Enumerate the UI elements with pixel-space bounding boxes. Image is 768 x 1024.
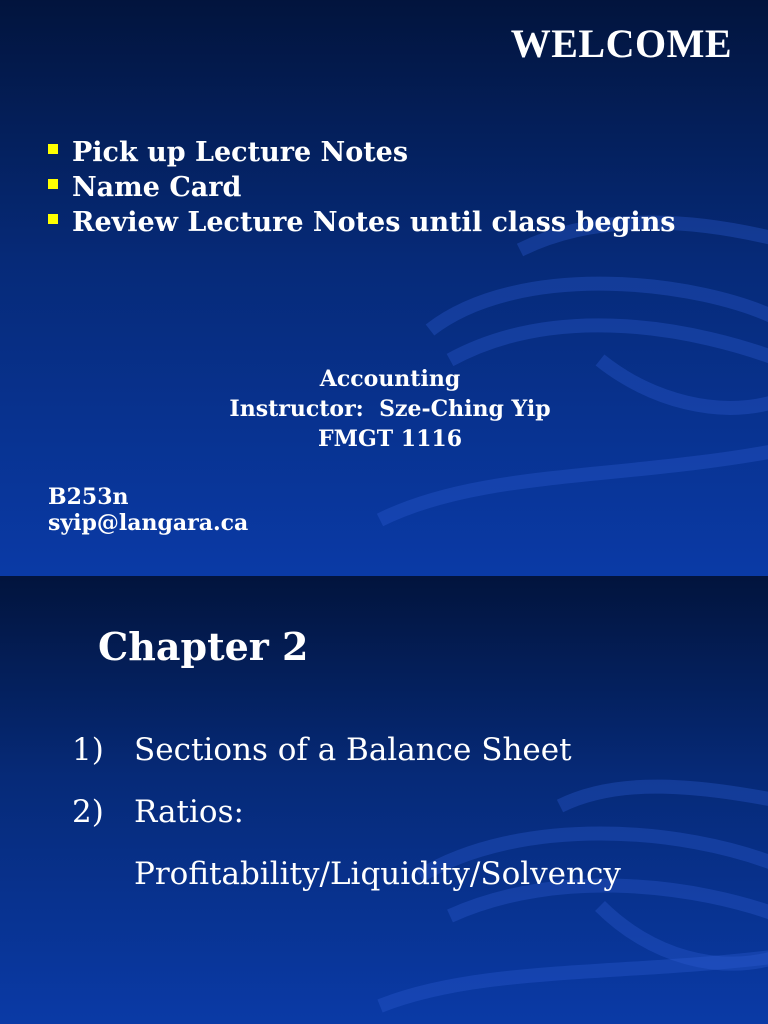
chapter-title: Chapter 2 [98,624,309,669]
contact-info [48,484,248,536]
course-instructor: Instructor: Sze-Ching Yip [229,396,551,422]
course-subject: Accounting [319,366,461,392]
bullet-item [48,173,738,203]
bullet-list [48,138,738,238]
yellow-square-bullet-icon [48,179,58,189]
office-room: B253n [48,484,129,510]
course-code: FMGT 1116 [317,426,463,452]
yellow-square-bullet-icon [48,144,58,154]
bullet-text: Name Card [72,172,242,203]
topic-text: Ratios: [134,794,244,830]
bullet-item [48,208,738,238]
welcome-title: WELCOME [510,21,732,66]
course-info [0,364,768,454]
topic-number: 2) [72,794,104,830]
topic-number: 1) [72,732,104,768]
bullet-item [48,138,738,168]
bullet-text: Pick up Lecture Notes [72,137,409,168]
yellow-square-bullet-icon [48,214,58,224]
topic-text: Profitability/Liquidity/Solvency [134,856,621,892]
bullet-text: Review Lecture Notes until class begins [72,207,676,238]
topic-text: Sections of a Balance Sheet [134,732,572,768]
instructor-email: syip@langara.ca [48,510,249,536]
chapter-slide [0,576,768,1024]
